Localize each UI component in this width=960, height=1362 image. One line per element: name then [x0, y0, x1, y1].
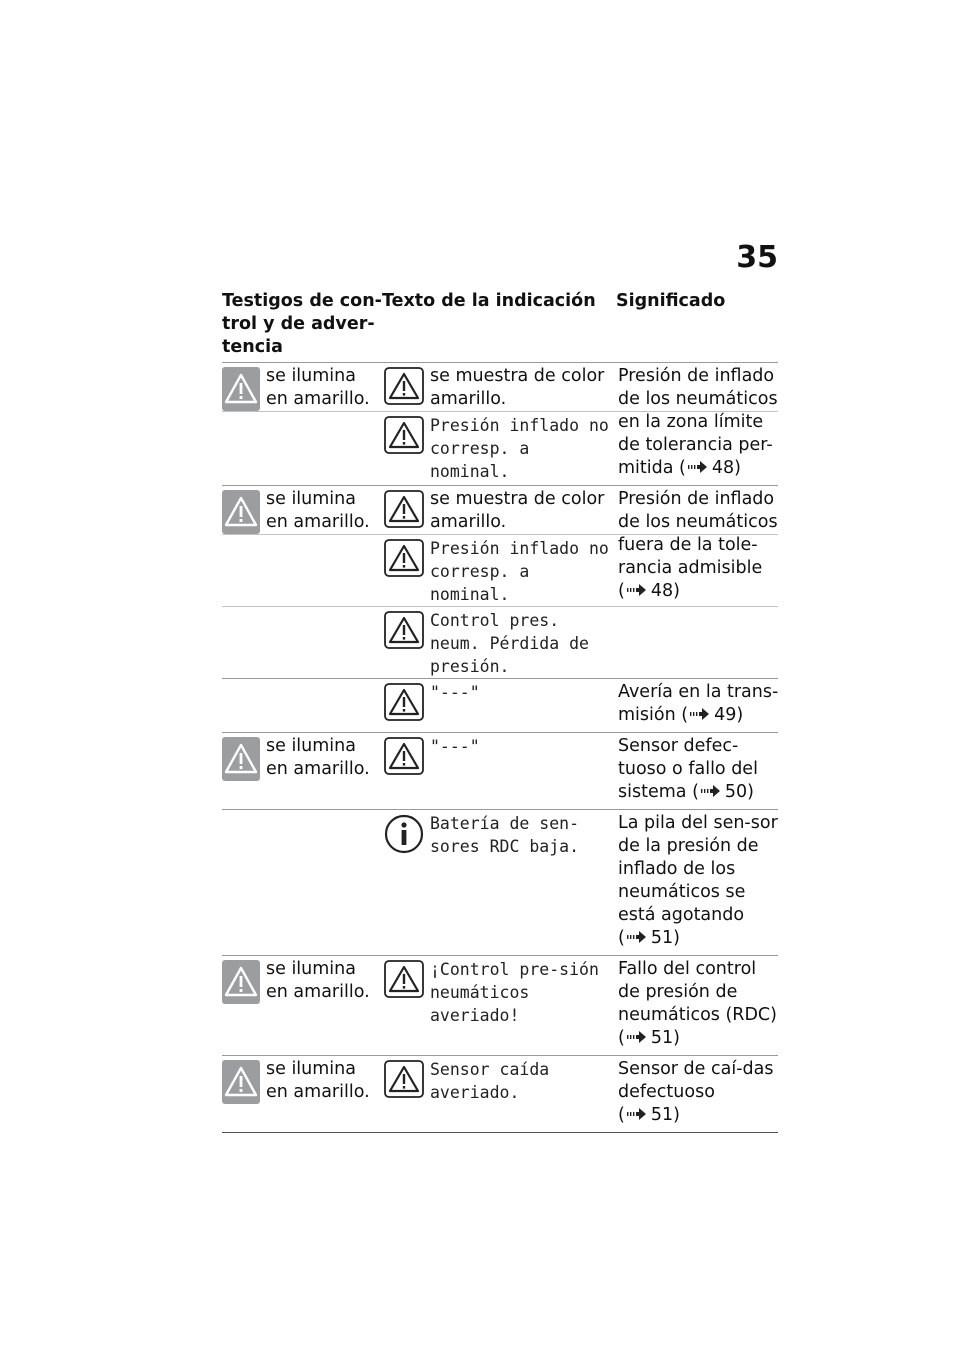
- meaning-cell: [618, 1056, 780, 1128]
- indicator-cell: [222, 1056, 382, 1104]
- warning-triangle-gray-icon: [222, 488, 266, 534]
- page-reference-number: 48): [650, 581, 680, 601]
- warning-triangle-outline-icon: [382, 535, 430, 606]
- indicator-text: se ilumina en amarillo.: [266, 736, 370, 779]
- page-reference[interactable]: ( 48): [679, 458, 741, 478]
- warning-triangle-outline-icon: [382, 679, 430, 721]
- page-reference-arrow-icon: [627, 928, 647, 951]
- meaning-cell: [618, 679, 780, 728]
- meaning-cell: [618, 810, 780, 951]
- indicator-light: [222, 486, 382, 534]
- page-reference-number: 48): [711, 458, 741, 478]
- table-row: [222, 362, 778, 485]
- page-reference-arrow-icon: [690, 705, 710, 728]
- indicator-cell: [222, 535, 382, 606]
- table-row: [222, 485, 778, 678]
- page-reference-number: 49): [714, 705, 744, 725]
- display-message: se muestra de color amarillo.: [430, 489, 605, 532]
- indicator-cell: [222, 486, 382, 534]
- meaning-text: La pila del sen-sor de la presión de inflado de los neumáticos se está agotando: [618, 813, 778, 925]
- indicator-text: se ilumina en amarillo.: [266, 959, 370, 1002]
- page-reference[interactable]: ( 48): [618, 581, 680, 601]
- warning-triangle-gray-icon: [222, 1058, 266, 1104]
- warning-triangle-outline-icon: [382, 363, 430, 411]
- warning-triangle-gray-icon: [222, 958, 266, 1004]
- page-reference-number: 51): [650, 1105, 680, 1125]
- warning-triangle-outline-icon: [382, 733, 430, 781]
- table-body: [222, 362, 778, 1133]
- indicator-text: se ilumina en amarillo.: [266, 366, 370, 409]
- display-message: Batería de sen-sores RDC baja.: [430, 814, 580, 856]
- indicator-light: [222, 1056, 382, 1104]
- display-message: "---": [430, 683, 480, 702]
- warning-triangle-gray-icon: [222, 735, 266, 781]
- display-message: Presión inflado no corresp. a nominal.: [430, 416, 609, 481]
- indicator-cell: [222, 679, 382, 721]
- meaning-cell: [618, 363, 780, 481]
- header-indicator-lights: Testigos de con-trol y de adver-tencia: [222, 291, 382, 357]
- table-row: [222, 955, 778, 1055]
- page-reference-arrow-icon: [627, 581, 647, 604]
- message-line: [222, 606, 778, 678]
- table-header: [222, 290, 778, 362]
- indicator-text: se ilumina en amarillo.: [266, 489, 370, 532]
- warning-triangle-outline-icon: [382, 607, 430, 678]
- indicator-cell: [222, 810, 382, 858]
- meaning-text: Presión de inflado de los neumáticos fuera de la tole-rancia admisible: [618, 489, 778, 578]
- page-number: 35: [736, 240, 778, 275]
- warning-triangle-outline-icon: [382, 412, 430, 483]
- info-circle-icon: [382, 810, 430, 858]
- table-row: [222, 1055, 778, 1133]
- page-reference-arrow-icon: [688, 458, 708, 481]
- page-reference[interactable]: ( 50): [692, 782, 754, 802]
- indicator-cell: [222, 363, 382, 411]
- page-reference-number: 50): [724, 782, 755, 802]
- header-meaning: Significado: [616, 291, 726, 311]
- page-reference[interactable]: ( 51): [618, 1028, 680, 1048]
- warning-triangle-outline-icon: [382, 1056, 430, 1104]
- meaning-text: Avería en la trans-misión: [618, 682, 779, 725]
- table-row: [222, 678, 778, 732]
- indicator-table: [222, 290, 778, 1133]
- warning-triangle-outline-icon: [382, 956, 430, 1027]
- warning-triangle-gray-icon: [222, 365, 266, 411]
- page-reference-number: 51): [650, 928, 680, 948]
- display-message: se muestra de color amarillo.: [430, 366, 605, 409]
- table-row: [222, 809, 778, 955]
- meaning-cell: [618, 956, 780, 1051]
- meaning-text: Sensor defec-tuoso o fallo del sistema: [618, 736, 758, 802]
- meaning-cell: [618, 486, 780, 604]
- indicator-cell: [222, 956, 382, 1027]
- meaning-text: Sensor de caí-das defectuoso: [618, 1059, 774, 1102]
- indicator-light: [222, 363, 382, 411]
- meaning-text: Fallo del control de presión de neumáticos (RDC): [618, 959, 777, 1025]
- meaning-text: Presión de inflado de los neumáticos en la zona límite de tolerancia per-mitida: [618, 366, 778, 478]
- indicator-light: [222, 956, 382, 1004]
- page-reference-arrow-icon: [627, 1028, 647, 1051]
- header-display-text: Texto de la indicación: [382, 291, 596, 311]
- page-reference-number: 51): [650, 1028, 680, 1048]
- meaning-cell: [618, 733, 780, 805]
- display-message: "---": [430, 737, 480, 756]
- page-reference-arrow-icon: [701, 782, 721, 805]
- warning-triangle-outline-icon: [382, 486, 430, 534]
- display-message: Sensor caída averiado.: [430, 1060, 550, 1102]
- indicator-text: se ilumina en amarillo.: [266, 1059, 370, 1102]
- display-message: Presión inflado no corresp. a nominal.: [430, 539, 609, 604]
- page-reference[interactable]: ( 49): [681, 705, 743, 725]
- display-message: Control pres. neum. Pérdida de presión.: [430, 611, 589, 676]
- page-reference[interactable]: ( 51): [618, 1105, 680, 1125]
- indicator-cell: [222, 733, 382, 781]
- page-reference-arrow-icon: [627, 1105, 647, 1128]
- display-message: ¡Control pre-sión neumáticos averiado!: [430, 960, 599, 1025]
- indicator-light: [222, 733, 382, 781]
- table-row: [222, 732, 778, 809]
- page-reference[interactable]: ( 51): [618, 928, 680, 948]
- indicator-cell: [222, 412, 382, 483]
- indicator-cell: [222, 607, 382, 678]
